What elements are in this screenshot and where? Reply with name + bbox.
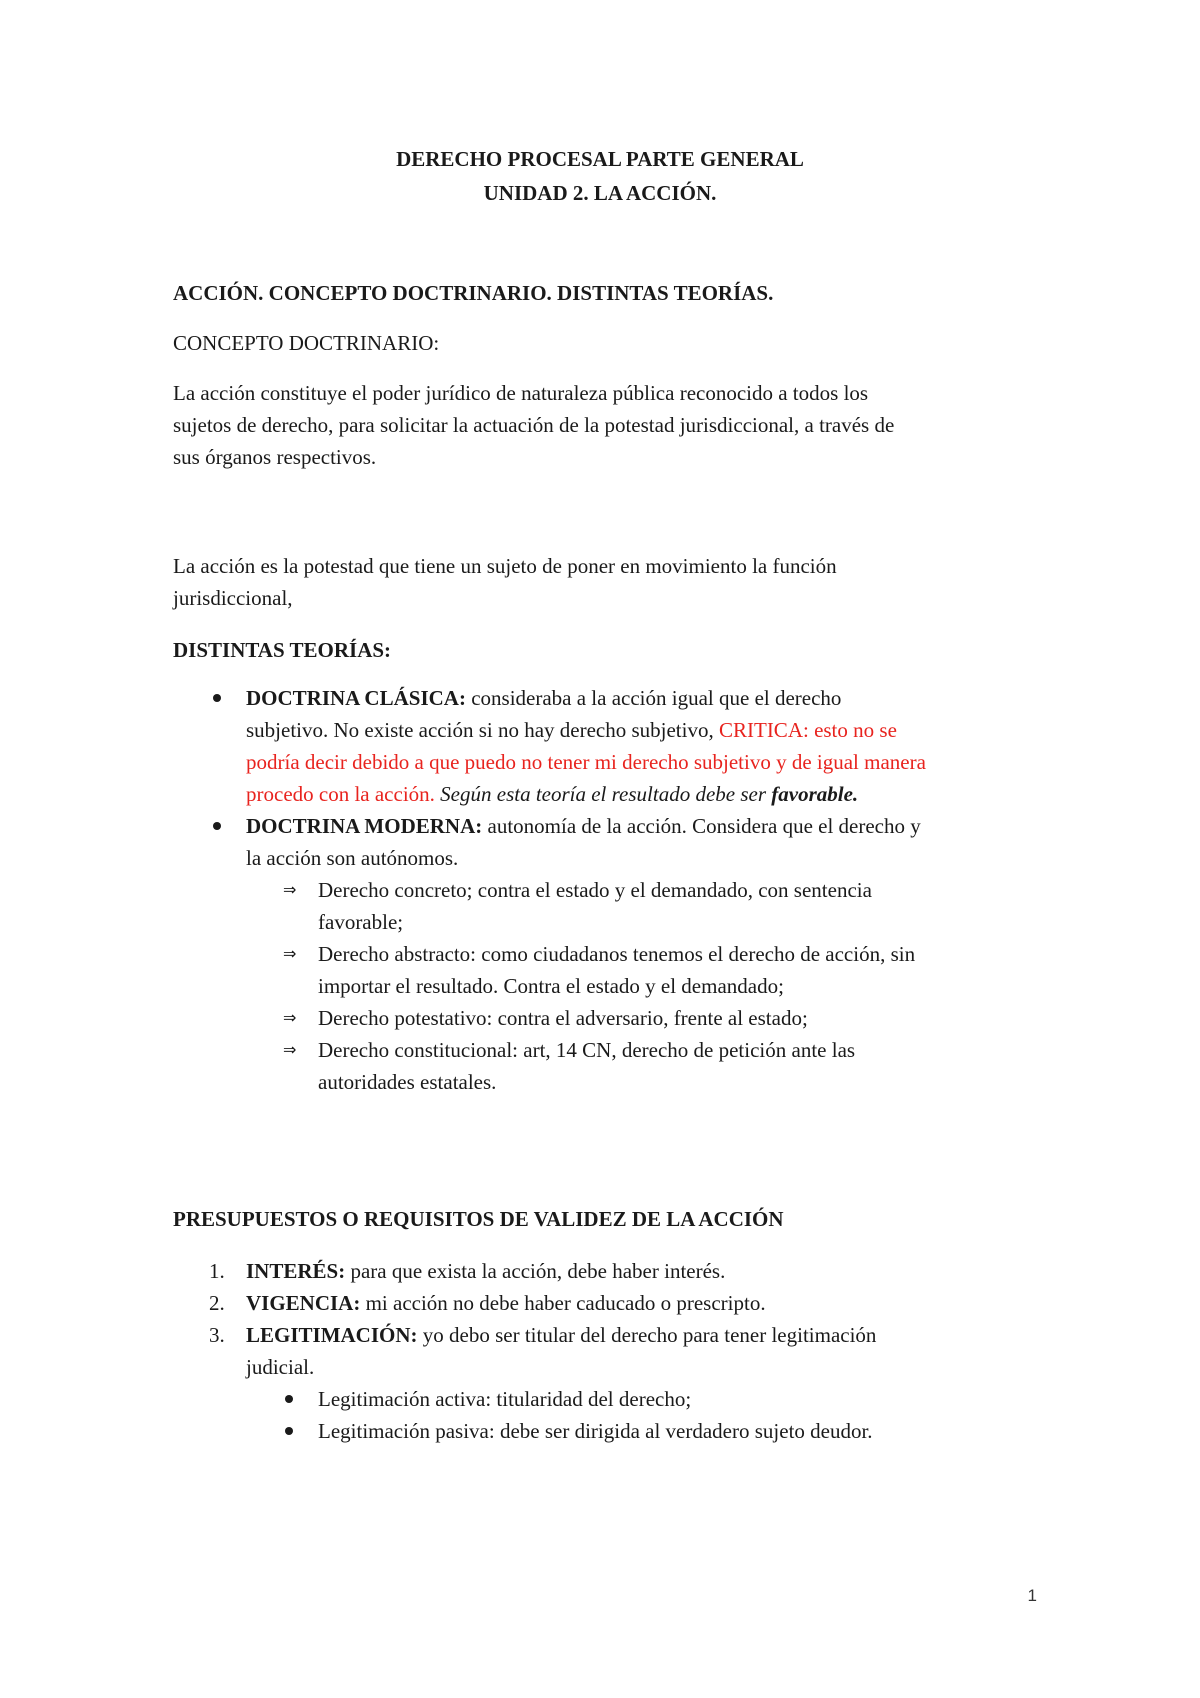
paragraph-line: La acción constituye el poder jurídico de naturaleza pública reconocido a todos los [173,381,869,405]
text-span: para que exista la acción, debe haber interés. [345,1259,726,1283]
modern-doctrine-line [246,813,921,839]
list-number: 1. [209,1259,225,1283]
subheading-concepto: CONCEPTO DOCTRINARIO: [173,331,440,355]
arrow-icon: ⇒ [283,1040,297,1059]
requisite-label: INTERÉS: [246,1259,346,1283]
classic-doctrine-line [246,781,858,807]
requisite-item [246,1290,766,1316]
sub-list-item: Legitimación activa: titularidad del derecho; [318,1387,692,1411]
bold-italic-text: favorable. [771,782,859,806]
requisite-label: VIGENCIA: [246,1291,361,1315]
requisite-label: LEGITIMACIÓN: [246,1323,418,1347]
list-number: 2. [209,1291,225,1315]
paragraph-line: La acción es la potestad que tiene un sujeto de poner en movimiento la función [173,554,837,578]
section-heading-accion: ACCIÓN. CONCEPTO DOCTRINARIO. DISTINTAS TEORÍAS. [173,281,774,305]
requisite-item [246,1258,725,1284]
sub-list-item: Legitimación pasiva: debe ser dirigida al verdadero sujeto deudor. [318,1419,873,1443]
list-item: importar el resultado. Contra el estado y el demandado; [318,974,784,998]
section-heading-requisitos: PRESUPUESTOS O REQUISITOS DE VALIDEZ DE LA ACCIÓN [173,1207,784,1231]
bullet-dot [213,694,221,702]
unit-title: UNIDAD 2. LA ACCIÓN. [483,181,717,205]
list-item: autoridades estatales. [318,1070,497,1094]
paragraph-line: jurisdiccional, [173,586,293,610]
list-item: Derecho concreto; contra el estado y el demandado, con sentencia [318,878,872,902]
italic-text: Según esta teoría el resultado debe ser [440,782,772,806]
classic-doctrine-label: DOCTRINA CLÁSICA: [246,686,466,710]
paragraph-line: sus órganos respectivos. [173,445,377,469]
critica-text: procedo con la acción. [246,782,441,806]
requisite-item [246,1322,876,1348]
modern-doctrine-label: DOCTRINA MODERNA: [246,814,483,838]
text-span: subjetivo. No existe acción si no hay derecho subjetivo, [246,718,719,742]
classic-doctrine-line [246,685,841,711]
document-title: DERECHO PROCESAL PARTE GENERAL [396,147,804,171]
text-span: yo debo ser titular del derecho para tener legitimación [417,1323,877,1347]
critica-text: podría decir debido a que puedo no tener mi derecho subjetivo y de igual manera [246,750,926,774]
list-item: Derecho abstracto: como ciudadanos tenemos el derecho de acción, sin [318,942,916,966]
list-item: favorable; [318,910,404,934]
page-number: 1 [1027,1586,1037,1605]
list-item: Derecho potestativo: contra el adversario, frente al estado; [318,1006,808,1030]
bullet-dot [213,822,221,830]
list-item: Derecho constitucional: art, 14 CN, derecho de petición ante las [318,1038,856,1062]
text-span: autonomía de la acción. Considera que el derecho y [482,814,921,838]
bullet-dot [285,1427,293,1435]
section-heading-teorias: DISTINTAS TEORÍAS: [173,638,392,662]
list-number: 3. [209,1323,225,1347]
classic-doctrine-line [246,717,897,743]
arrow-icon: ⇒ [283,1008,297,1027]
requisite-item: judicial. [246,1355,315,1379]
critica-text: CRITICA: esto no se [718,718,897,742]
modern-doctrine-line: la acción son autónomos. [246,846,459,870]
paragraph-line: sujetos de derecho, para solicitar la actuación de la potestad jurisdiccional, a través de [173,413,895,437]
arrow-icon: ⇒ [283,880,297,899]
bullet-dot [285,1395,293,1403]
text-span: mi acción no debe haber caducado o prescripto. [360,1291,766,1315]
text-span: consideraba a la acción igual que el derecho [465,686,842,710]
arrow-icon: ⇒ [283,944,297,963]
